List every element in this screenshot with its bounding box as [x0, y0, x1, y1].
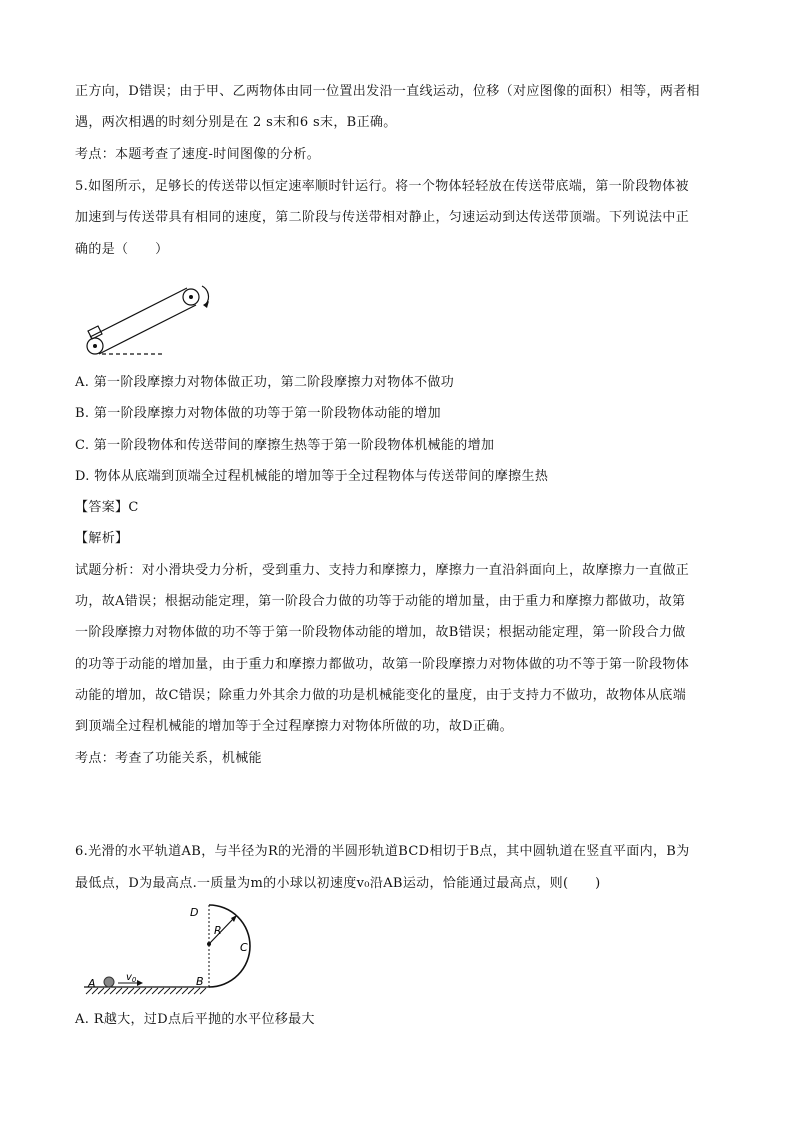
label-v: v [126, 972, 132, 983]
q5-stem-line: 5.如图所示，足够长的传送带以恒定速率顺时针运行。将一个物体轻轻放在传送带底端，第一阶段物体被 [75, 179, 689, 194]
q5-kaodian: 考点：考查了功能关系，机械能 [75, 751, 262, 766]
q5-analysis-title: 【解析】 [75, 531, 129, 546]
q5-option-a: A. 第一阶段摩擦力对物体做正功，第二阶段摩擦力对物体不做功 [75, 375, 455, 390]
label-v-sub: 0 [131, 976, 137, 984]
belt-upper-line [90, 288, 187, 337]
q5-stem-line: 加速到与传送带具有相同的速度，第二阶段与传送带相对静止，匀速运动到达传送带顶端。下列说法中正 [75, 210, 690, 225]
q5-analysis-line: 试题分析：对小滑块受力分析，受到重力、支持力和摩擦力，摩擦力一直沿斜面向上，故摩擦力一直做正 [75, 563, 690, 578]
q5-analysis-line: 功，故A错误；根据动能定理，第一阶段合力做的功等于动能的增加量，由于重力和摩擦力都做功，故第 [75, 594, 686, 609]
label-c: C [240, 941, 248, 954]
clockwise-arrow [202, 286, 209, 304]
label-v0 [126, 972, 137, 984]
label-b: B [196, 975, 204, 988]
ball [104, 977, 114, 987]
semicircle-track-diagram [80, 898, 280, 1000]
q5-analysis-line: 的功等于动能的增加量，由于重力和摩擦力都做功，故第一阶段摩擦力对物体做的功不等于第一阶段物体 [75, 657, 690, 672]
center-point [207, 942, 211, 946]
ground-hatching [86, 988, 206, 994]
q5-analysis-line: 到顶端全过程机械能的增加等于全过程摩擦力对物体所做的功，故D正确。 [75, 719, 513, 734]
text-line: 遇，两次相遇的时刻分别是在 2 s末和6 s末，B正确。 [75, 115, 397, 130]
text-line: 正方向，D错误；由于甲、乙两物体由同一位置出发沿一直线运动，位移（对应图像的面积）相等，两者相 [75, 84, 700, 99]
conveyor-belt-diagram [80, 270, 230, 362]
q5-option-d: D. 物体从底端到顶端全过程机械能的增加等于全过程物体与传送带间的摩擦生热 [75, 469, 549, 484]
kaodian-line: 考点：本题考查了速度-时间图像的分析。 [75, 147, 321, 162]
q5-option-c: C. 第一阶段物体和传送带间的摩擦生热等于第一阶段物体机械能的增加 [75, 438, 495, 453]
arrow-head [203, 301, 209, 308]
label-d: D [190, 906, 199, 919]
q5-analysis-line: 动能的增加，故C错误；除重力外其余力做的功是机械能变化的量度，由于支持力不做功，故物体从底端 [75, 688, 687, 703]
q5-stem-line: 确的是（ ） [75, 242, 169, 257]
label-r: R [214, 924, 222, 937]
belt-lower-line [99, 305, 196, 354]
label-a: A [88, 977, 96, 990]
q5-answer: 【答案】C [75, 500, 139, 515]
q6-stem-line: 最低点，D为最高点.一质量为m的小球以初速度v₀沿AB运动，恰能通过最高点，则( ) [75, 876, 601, 891]
q6-stem-line: 6.光滑的水平轨道AB，与半径为R的光滑的半圆形轨道BCD相切于B点，其中圆轨道在竖直平面内，B为 [75, 844, 690, 859]
q5-analysis-line: 一阶段摩擦力对物体做的功不等于第一阶段物体动能的增加，故B错误；根据动能定理，第一阶段合力做 [75, 625, 686, 640]
q6-option-a: A. R越大，过D点后平抛的水平位移最大 [75, 1012, 315, 1027]
q5-option-b: B. 第一阶段摩擦力对物体做的功等于第一阶段物体动能的增加 [75, 406, 441, 421]
